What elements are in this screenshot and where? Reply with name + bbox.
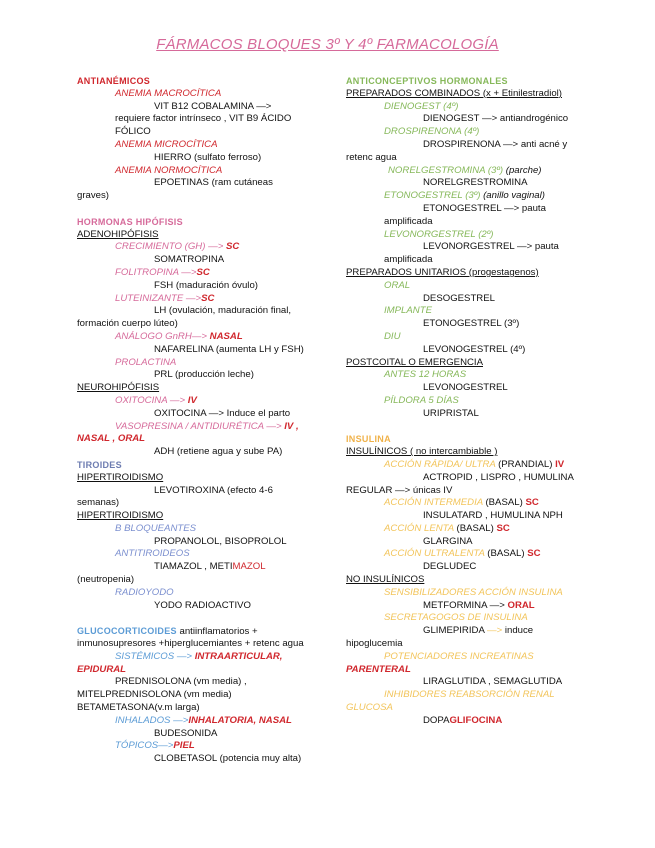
subheading-dienogest: DIENOGEST (4º) bbox=[384, 100, 459, 112]
subheading-accion-intermedia: ACCIÓN INTERMEDIA (BASAL) SC bbox=[384, 497, 539, 509]
drug-line: DIENOGEST —> antiandrogénico bbox=[423, 113, 569, 125]
drug-line: EPOETINAS (ram cutáneas bbox=[154, 177, 273, 189]
route-line: NASAL , ORAL bbox=[77, 433, 146, 445]
drug-line: DROSPIRENONA —> anti acné y bbox=[423, 138, 568, 150]
drug-line: graves) bbox=[77, 190, 109, 202]
subheading-sensibilizadores: SENSIBILIZADORES ACCIÓN INSULINA bbox=[384, 586, 563, 598]
subheading-antitiroideos: ANTITIROIDEOS bbox=[115, 548, 190, 560]
subheading-accion-lenta: ACCIÓN LENTA (BASAL) SC bbox=[384, 522, 510, 534]
drug-line: REGULAR —> únicas IV bbox=[346, 484, 453, 496]
drug-line: semanas) bbox=[77, 497, 120, 509]
drug-line: MITELPREDNISOLONA (vm media) bbox=[77, 689, 232, 701]
drug-line: (neutropenia) bbox=[77, 574, 135, 586]
subheading-hipotiroidismo: HIPERTIROIDISMO bbox=[77, 471, 164, 483]
subheading-gh: CRECIMIENTO (GH) —> SC bbox=[115, 241, 240, 253]
drug-line: OXITOCINA —> Induce el parto bbox=[154, 407, 291, 419]
subheading-implante: IMPLANTE bbox=[384, 305, 432, 317]
subheading-secretagogos: SECRETAGOGOS DE INSULINA bbox=[384, 612, 528, 624]
subheading-radioyodo: RADIOYODO bbox=[115, 586, 174, 598]
drug-line: YODO RADIOACTIVO bbox=[154, 599, 252, 611]
subheading-accion-rapida: ACCIÓN RÁPIDA/ ULTRA (PRANDIAL) IV bbox=[384, 458, 565, 470]
subheading-anemia-microcitica: ANEMIA MICROCÍTICA bbox=[115, 138, 218, 150]
subheading-insulinicos: INSULÍNICOS ( no intercambiable ) bbox=[346, 446, 498, 458]
subheading-potenciadores: POTENCIADORES INCREATINAS bbox=[384, 650, 534, 662]
drug-line: HIERRO (sulfato ferroso) bbox=[154, 151, 262, 163]
drug-line: PROPANOLOL, BISOPROLOL bbox=[154, 535, 287, 547]
left-column bbox=[77, 75, 337, 766]
drug-line: hipoglucemia bbox=[346, 638, 403, 650]
drug-line: CLOBETASOL (potencia muy alta) bbox=[154, 753, 302, 765]
drug-line: DESOGESTREL bbox=[423, 292, 495, 304]
subheading-anemia-normocitica: ANEMIA NORMOCÍTICA bbox=[115, 164, 223, 176]
subheading-etonogestrel: ETONOGESTREL (3º) (anillo vaginal) bbox=[384, 190, 545, 202]
subheading-inhibidores: INHIBIDORES REABSORCIÓN RENAL bbox=[384, 689, 555, 701]
drug-line: retenc agua bbox=[346, 151, 397, 163]
subheading-oxitocina: OXITOCINA —> IV bbox=[115, 394, 197, 406]
drug-line: requiere factor intrínseco , VIT B9 ÁCIDO bbox=[115, 113, 292, 125]
subheading-levonorgestrel: LEVONORGESTREL (2º) bbox=[384, 228, 494, 240]
page-title: FÁRMACOS BLOQUES 3º Y 4º FARMACOLOGÍA bbox=[156, 36, 499, 53]
drug-line: BUDESONIDA bbox=[154, 727, 218, 739]
subheading-gnrh: ANÁLOGO GnRH—> NASAL bbox=[115, 330, 243, 342]
subheading-norelgestromina: NORELGESTROMINA (3º) (parche) bbox=[388, 164, 542, 176]
drug-line: VIT B12 COBALAMINA —> bbox=[154, 100, 272, 112]
subheading-diu: DIU bbox=[384, 330, 401, 342]
subheading-pildora-5-dias: PÍLDORA 5 DÍAS bbox=[384, 394, 459, 406]
subheading-sistemicos: SISTÉMICOS —> INTRAARTICULAR, bbox=[115, 650, 283, 662]
subheading-postcoital: POSTCOITAL O EMERGENCIA bbox=[346, 356, 483, 368]
drug-line: METFORMINA —> ORAL bbox=[423, 599, 535, 611]
drug-line: DEGLUDEC bbox=[423, 561, 477, 573]
subheading-topicos: TÓPICOS—>PIEL bbox=[115, 740, 195, 752]
drug-line: NAFARELINA (aumenta LH y FSH) bbox=[154, 343, 304, 355]
drug-line: URIPRISTAL bbox=[423, 407, 479, 419]
subheading-prolactina: PROLACTINA bbox=[115, 356, 177, 368]
drug-line: INSULATARD , HUMULINA NPH bbox=[423, 510, 563, 522]
drug-line: SOMATROPINA bbox=[154, 254, 225, 266]
drug-line: ACTROPID , LISPRO , HUMULINA bbox=[423, 471, 574, 483]
section-heading-hormonas: HORMONAS HIPÓFISIS bbox=[77, 216, 183, 227]
subheading-inhibidores-cont: GLUCOSA bbox=[346, 702, 393, 714]
route-line: EPIDURAL bbox=[77, 663, 127, 675]
drug-line: PRL (producción leche) bbox=[154, 369, 254, 381]
drug-line: amplificada bbox=[384, 215, 433, 227]
drug-line: TIAMAZOL , METIMAZOL bbox=[154, 561, 266, 573]
drug-line: NORELGRESTROMINA bbox=[423, 177, 528, 189]
subheading-drospirenona: DROSPIRENONA (4º) bbox=[384, 126, 480, 138]
drug-line: LIRAGLUTIDA , SEMAGLUTIDA bbox=[423, 676, 563, 688]
drug-line: DOPAGLIFOCINA bbox=[423, 714, 503, 726]
route-line: PARENTERAL bbox=[346, 663, 411, 675]
drug-line: GLIMEPIRIDA —> induce bbox=[423, 625, 534, 637]
section-heading-anticonceptivos: ANTICONCEPTIVOS HORMONALES bbox=[346, 76, 508, 86]
section-heading-tiroides: TIROIDES bbox=[77, 459, 122, 470]
subheading-neurohipofisis: NEUROHIPÓFISIS bbox=[77, 382, 160, 394]
drug-line: LEVOTIROXINA (efecto 4-6 bbox=[154, 484, 273, 496]
subheading-oral: ORAL bbox=[384, 279, 411, 291]
section-heading-insulina: INSULINA bbox=[346, 434, 391, 445]
subheading-accion-ultralenta: ACCIÓN ULTRALENTA (BASAL) SC bbox=[384, 548, 541, 560]
drug-line: inmunosupresores +hiperglucemiantes + retenc agua bbox=[77, 638, 304, 650]
drug-line: amplificada bbox=[384, 254, 433, 266]
subheading-folitropina: FOLITROPINA —>SC bbox=[115, 266, 210, 278]
subheading-vasopresina: VASOPRESINA / ANTIDIURÉTICA —> IV , bbox=[115, 420, 299, 432]
subheading-b-bloqueantes: B BLOQUEANTES bbox=[115, 522, 197, 534]
drug-line: PREDNISOLONA (vm media) , bbox=[115, 676, 247, 688]
subheading-inhalados: INHALADOS —>INHALATORIA, NASAL bbox=[115, 714, 292, 726]
drug-line: formación cuerpo lúteo) bbox=[77, 318, 178, 330]
drug-line: FSH (maduración óvulo) bbox=[154, 279, 258, 291]
drug-line: GLARGINA bbox=[423, 535, 473, 547]
drug-line: LH (ovulación, maduración final, bbox=[154, 305, 292, 317]
drug-line: LEVONORGESTREL —> pauta bbox=[423, 241, 559, 253]
drug-line: BETAMETASONA(v.m larga) bbox=[77, 702, 200, 714]
subheading-adenohipofisis: ADENOHIPÓFISIS bbox=[77, 228, 159, 240]
subheading-hipertiroidismo: HIPERTIROIDISMO bbox=[77, 510, 164, 522]
section-heading-glucocorticoides: GLUCOCORTICOIDES antiinflamatorios + bbox=[77, 626, 258, 638]
subheading-combinados: PREPARADOS COMBINADOS (x + Etinilestradiol) bbox=[346, 87, 562, 99]
drug-line: ETONOGESTREL —> pauta bbox=[423, 202, 546, 214]
section-heading-antianemicos: ANTIANÉMICOS bbox=[77, 76, 151, 86]
subheading-anemia-macrocitica: ANEMIA MACROCÍTICA bbox=[115, 87, 222, 99]
right-column bbox=[346, 75, 591, 728]
drug-line: LEVONOGESTREL bbox=[423, 382, 508, 394]
subheading-luteinizante: LUTEINIZANTE —>SC bbox=[115, 292, 215, 304]
drug-line: ETONOGESTREL (3º) bbox=[423, 318, 520, 330]
subheading-no-insulinicos: NO INSULÍNICOS bbox=[346, 574, 425, 586]
subheading-unitarios: PREPARADOS UNITARIOS (progestagenos) bbox=[346, 266, 539, 278]
drug-line: ADH (retiene agua y sube PA) bbox=[154, 446, 283, 458]
drug-line: LEVONOGESTREL (4º) bbox=[423, 343, 526, 355]
drug-line: FÓLICO bbox=[115, 126, 151, 138]
subheading-antes-12-horas: ANTES 12 HORAS bbox=[384, 369, 467, 381]
